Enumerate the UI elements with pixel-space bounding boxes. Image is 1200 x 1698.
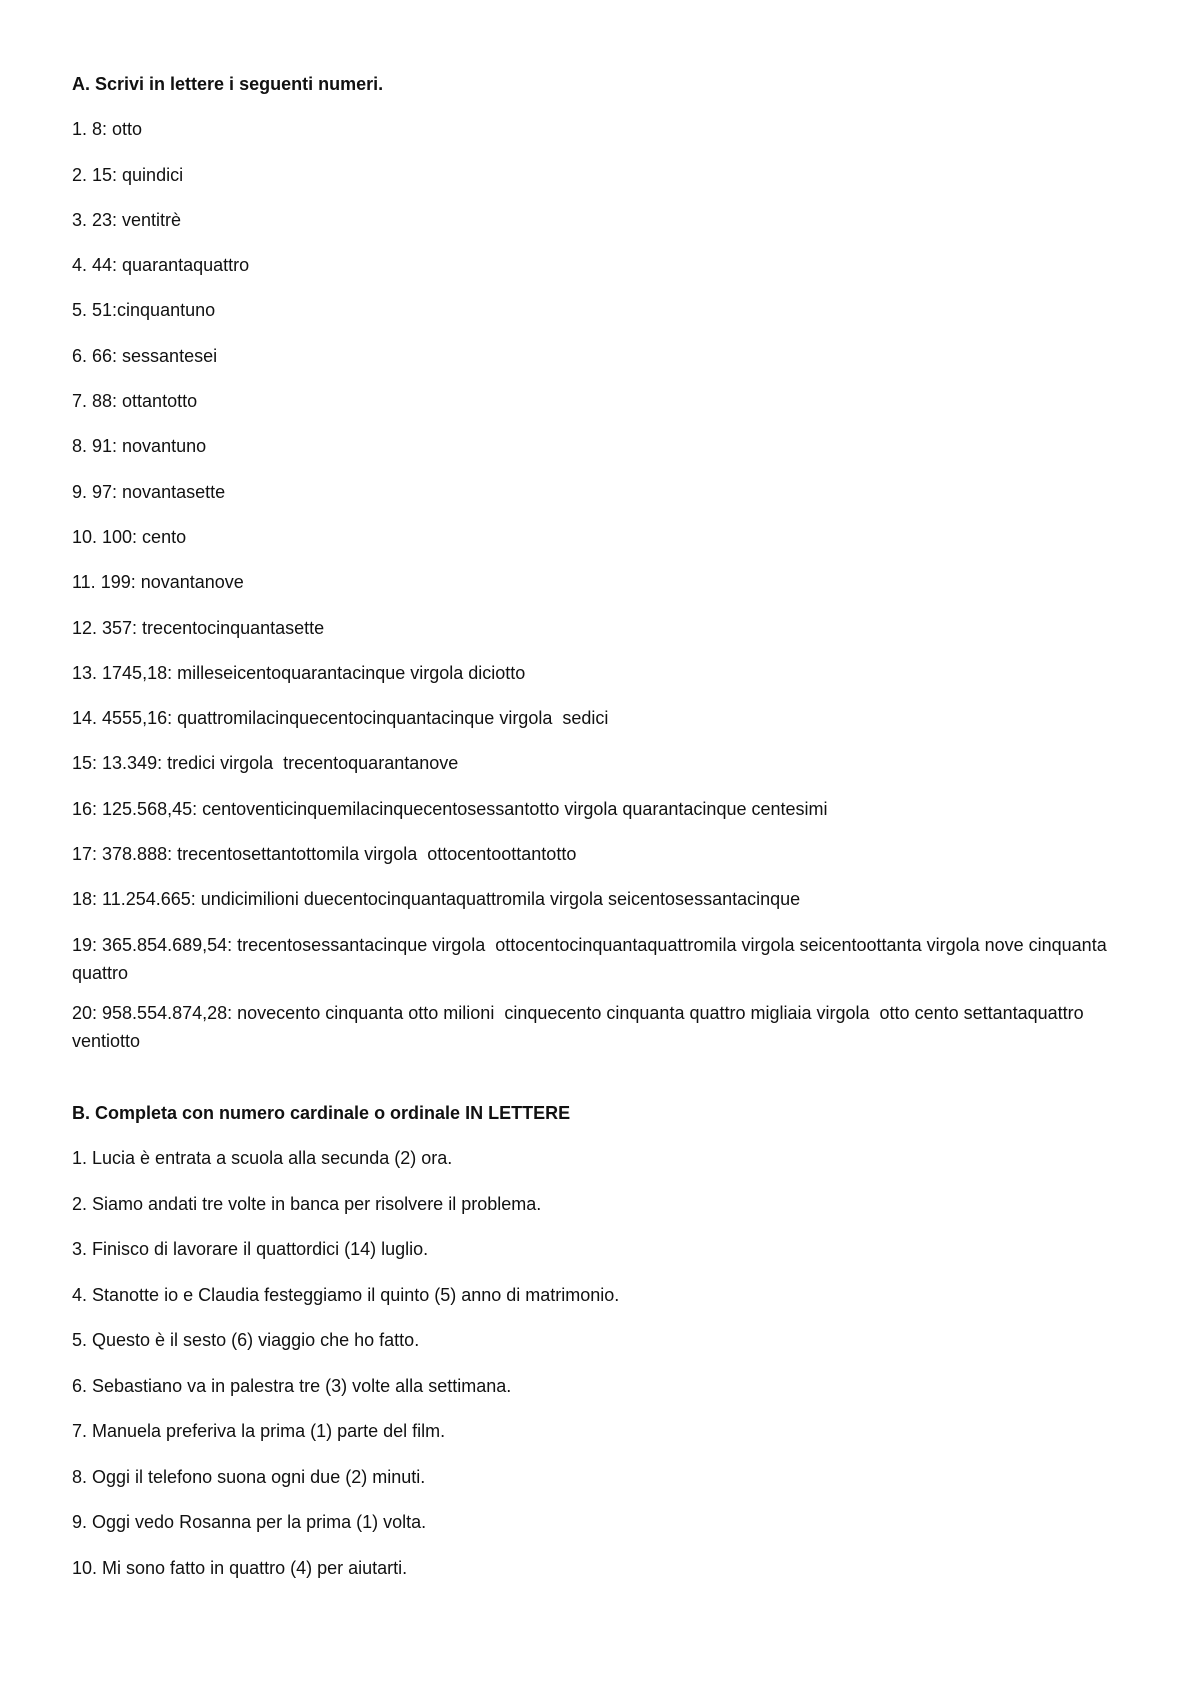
list-item: 6. Sebastiano va in palestra tre (3) volte alla settimana. [72, 1375, 512, 1396]
list-item: 13. 1745,18: milleseicentoquarantacinque virgola diciotto [72, 662, 526, 683]
list-item: 1. Lucia è entrata a scuola alla secunda (2) ora. [72, 1148, 453, 1169]
list-item: 3. Finisco di lavorare il quattordici (14) luglio. [72, 1239, 429, 1260]
list-item: 2. 15: quindici [72, 164, 184, 185]
list-item: 12. 357: trecentocinquantasette [72, 617, 325, 638]
list-item: 5. 51:cinquantuno [72, 300, 216, 321]
list-item: 3. 23: ventitrè [72, 209, 182, 230]
section-b-heading: B. Completa con numero cardinale o ordinale IN LETTERE [72, 1102, 571, 1123]
section-a-heading: A. Scrivi in lettere i seguenti numeri. [72, 74, 384, 94]
section-b [72, 1099, 1128, 1582]
list-item: 1. 8: otto [72, 119, 143, 140]
list-item: 7. Manuela preferiva la prima (1) parte del film. [72, 1421, 446, 1442]
list-item: 4. Stanotte io e Claudia festeggiamo il quinto (5) anno di matrimonio. [72, 1284, 620, 1305]
list-item: 4. 44: quarantaquattro [72, 255, 250, 276]
list-item: 16: 125.568,45: centoventicinquemilacinquecentosessantotto virgola quarantacinque centesimi [72, 798, 828, 819]
list-item: 11. 199: novantanove [72, 572, 244, 593]
list-item: 5. Questo è il sesto (6) viaggio che ho fatto. [72, 1330, 420, 1351]
list-item: 8. 91: novantuno [72, 436, 207, 457]
list-item: 9. Oggi vedo Rosanna per la prima (1) volta. [72, 1512, 427, 1533]
section-a [72, 70, 1128, 1055]
list-item: 19: 365.854.689,54: trecentosessantacinque virgola ottocentocinquantaquattromila virgola seicentoottanta virgola nove cinquanta quattro [72, 934, 1112, 983]
list-item: 17: 378.888: trecentosettantottomila virgola ottocentoottantotto [72, 844, 577, 865]
list-item: 9. 97: novantasette [72, 481, 226, 502]
list-item: 2. Siamo andati tre volte in banca per risolvere il problema. [72, 1193, 542, 1214]
list-item: 20: 958.554.874,28: novecento cinquanta otto milioni cinquecento cinquanta quattro migliaia virgola otto cento settantaquattro ventiotto [72, 1002, 1089, 1051]
list-item: 15: 13.349: tredici virgola trecentoquarantanove [72, 753, 459, 774]
list-item: 14. 4555,16: quattromilacinquecentocinquantacinque virgola sedici [72, 708, 609, 729]
list-item: 6. 66: sessantesei [72, 345, 218, 366]
list-item: 10. Mi sono fatto in quattro (4) per aiutarti. [72, 1557, 408, 1578]
list-item: 8. Oggi il telefono suona ogni due (2) minuti. [72, 1466, 426, 1487]
document-page [72, 70, 1128, 1599]
list-item: 18: 11.254.665: undicimilioni duecentocinquantaquattromila virgola seicentosessantacinque [72, 889, 801, 910]
list-item: 7. 88: ottantotto [72, 391, 198, 412]
list-item: 10. 100: cento [72, 526, 187, 547]
